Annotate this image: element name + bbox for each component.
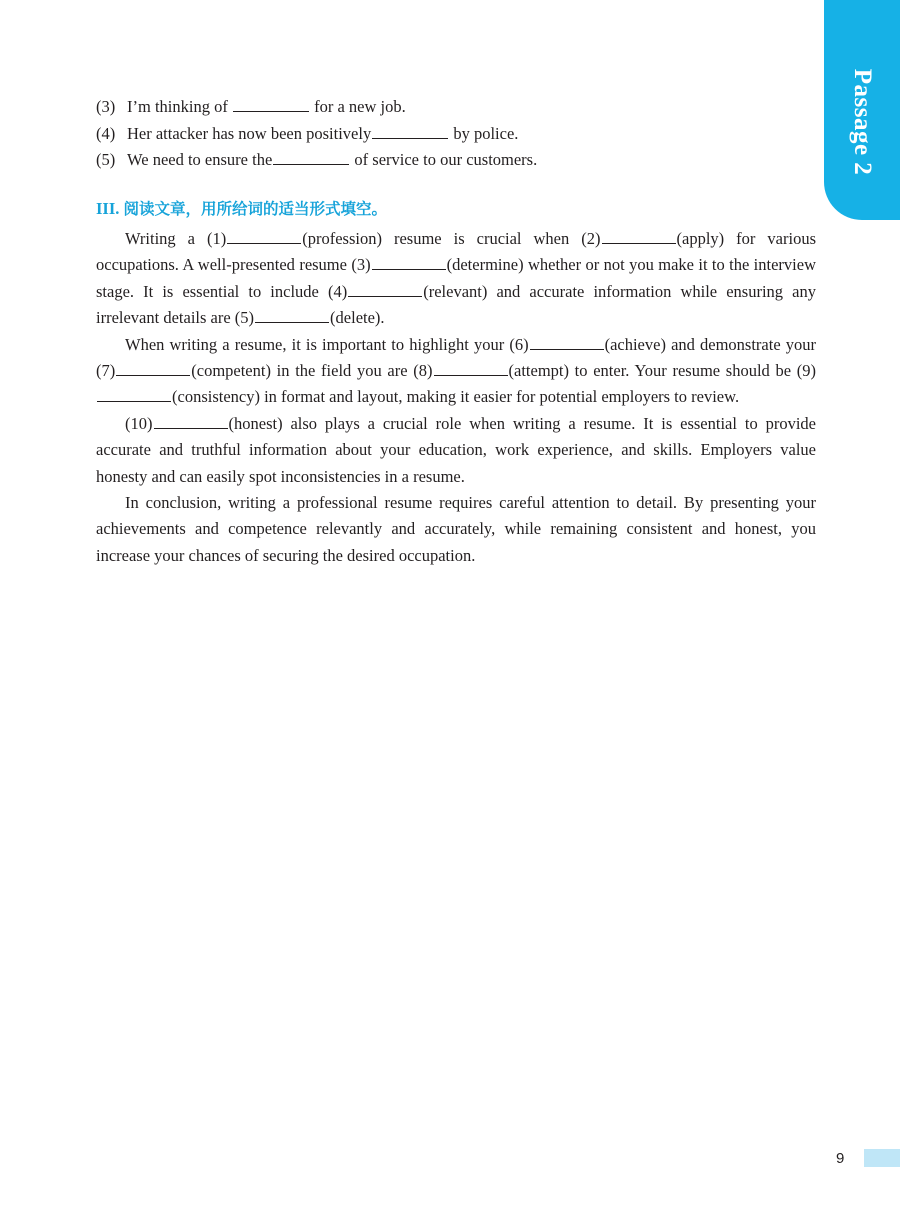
page-number: 9 [836, 1150, 845, 1167]
item-text-after: of service to our customers. [354, 150, 538, 169]
answer-blank-5 [255, 308, 329, 323]
exercise-item-5 [96, 150, 537, 169]
item-text-before: We need to ensure the [127, 150, 273, 169]
passage-paragraph-1 [96, 226, 816, 332]
item-number: (5) [96, 150, 116, 169]
passage-text: (delete). [330, 308, 385, 328]
answer-blank-8 [434, 361, 508, 376]
passage-text: (relevant) and accurate information while ensuring any irrelevant details are (5) [96, 281, 816, 328]
passage-paragraph-3 [96, 411, 816, 490]
passage-text: (achieve) and demonstrate your (7) [96, 334, 817, 381]
answer-blank-6 [530, 335, 604, 350]
answer-blank [372, 124, 448, 139]
reading-passage [96, 226, 816, 569]
passage-text: (attempt) to enter. Your resume should be (9) [508, 361, 817, 381]
passage-paragraph-2 [96, 332, 816, 411]
section-heading [96, 197, 387, 219]
passage-text: (determine) whether or not you make it to the interview stage. It is essential to include (4) [96, 255, 816, 301]
answer-blank [233, 97, 309, 112]
item-text-before: Her attacker has now been positively [127, 124, 372, 143]
item-text-after: by police. [453, 124, 519, 143]
answer-blank-4 [348, 282, 422, 297]
passage-text: (apply) for various occupations. A well-presented resume (3) [96, 229, 816, 275]
exercise-item-3 [96, 97, 406, 116]
answer-blank-9 [97, 387, 171, 402]
passage-text: Writing a (1) [125, 229, 227, 248]
passage-text: (profession) resume is crucial when (2) [302, 229, 601, 248]
passage-tab-label: Passage 2 [849, 68, 876, 176]
answer-blank-10 [154, 414, 228, 429]
answer-blank-1 [227, 229, 301, 244]
exercise-item-4 [96, 124, 518, 143]
page-number-bar [864, 1149, 900, 1167]
passage-text: (consistency) in format and layout, making it easier for potential employers to review. [172, 387, 740, 407]
answer-blank-3 [372, 255, 446, 270]
passage-text: When writing a resume, it is important to highlight your (6) [125, 334, 529, 354]
passage-text: (honest) also plays a crucial role when writing a resume. It is essential to provide accurate and truthful information about your education, work experience, and skills. Employers value honesty and can easily spot inconsistencies in a resume. [96, 413, 816, 486]
item-number: (4) [96, 124, 116, 143]
answer-blank-2 [602, 229, 676, 244]
answer-blank [273, 150, 349, 165]
answer-blank-7 [116, 361, 190, 376]
section-number: III. [96, 199, 120, 218]
passage-text: (competent) in the field you are (8) [191, 361, 433, 381]
section-instruction: 阅读文章，用所给词的适当形式填空。 [123, 200, 388, 218]
passage-side-tab [824, 0, 900, 220]
item-number: (3) [96, 97, 116, 116]
item-text-after: for a new job. [314, 97, 406, 116]
item-text-before: I’m thinking of [127, 97, 228, 116]
passage-text: (10) [125, 413, 153, 433]
passage-paragraph-4: In conclusion, writing a professional resume requires careful attention to detail. By presenting your achievements and competence relevantly and accurately, while remaining consistent and honest, you increase your chances of securing the desired occupation. [96, 493, 816, 565]
